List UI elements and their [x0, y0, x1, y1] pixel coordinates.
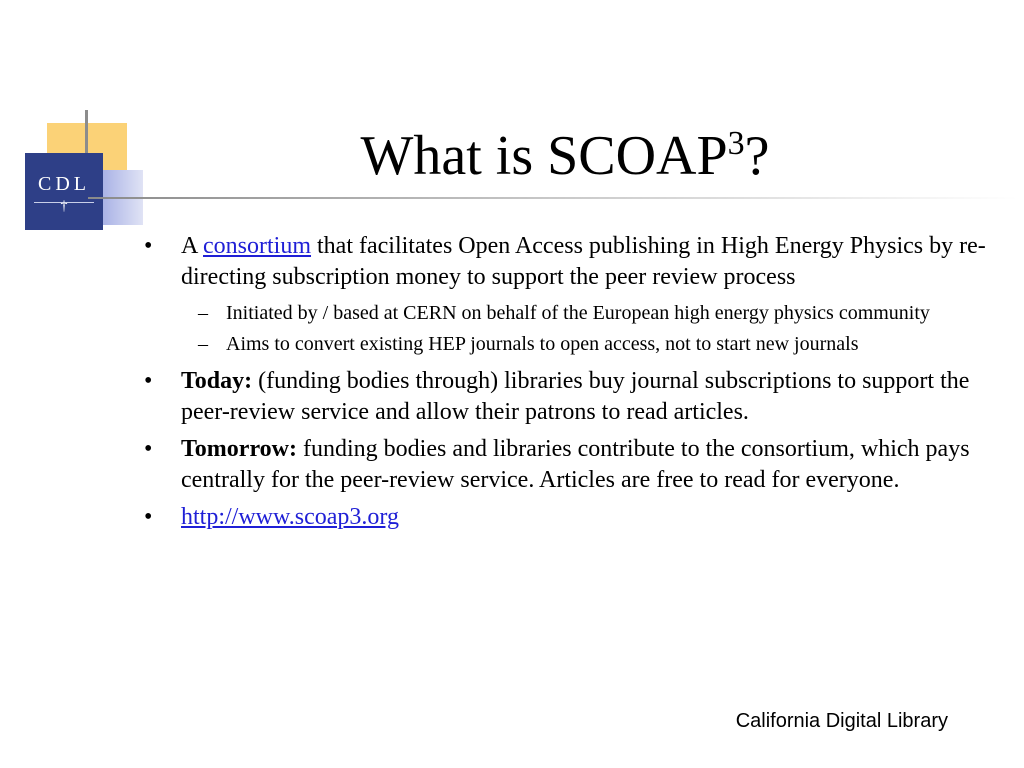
sub-bullet-aims: – Aims to convert existing HEP journals to open access, not to start new journals	[140, 330, 1000, 358]
sub-bullet-initiated: – Initiated by / based at CERN on behalf of the European high energy physics community	[140, 299, 1000, 327]
bullet-icon: •	[144, 233, 153, 259]
logo-text: CDL	[38, 173, 90, 195]
title-divider	[88, 197, 1018, 199]
bullet-tomorrow: • Tomorrow: funding bodies and libraries contribute to the consortium, which pays centrally for the peer-review service. Articles are free to read for everyone.	[144, 436, 970, 493]
slide-content	[140, 231, 1000, 539]
cdl-logo	[25, 153, 103, 230]
scoap3-website-link[interactable]: http://www.scoap3.org	[181, 504, 399, 530]
title-superscript: 3	[727, 125, 745, 162]
bullet-icon: •	[144, 504, 153, 530]
logo-mark-icon: †	[60, 199, 68, 214]
slide-title: What is SCOAP$^3$?	[360, 125, 770, 187]
bullet-icon: •	[144, 368, 153, 394]
bullet-today: • Today: (funding bodies through) libraries buy journal subscriptions to support the peer-review service and allow their patrons to read articles.	[144, 368, 970, 425]
footer-text: California Digital Library	[735, 710, 948, 732]
consortium-link[interactable]: consortium	[203, 233, 312, 259]
bullet-consortium: • A consortium that facilitates Open Access publishing in High Energy Physics by re-directing subscription money to support the peer review process	[144, 233, 986, 290]
bullet-website	[140, 502, 1000, 533]
dash-icon: –	[198, 333, 208, 355]
dash-icon: –	[198, 302, 208, 324]
bullet-icon: •	[144, 436, 153, 462]
